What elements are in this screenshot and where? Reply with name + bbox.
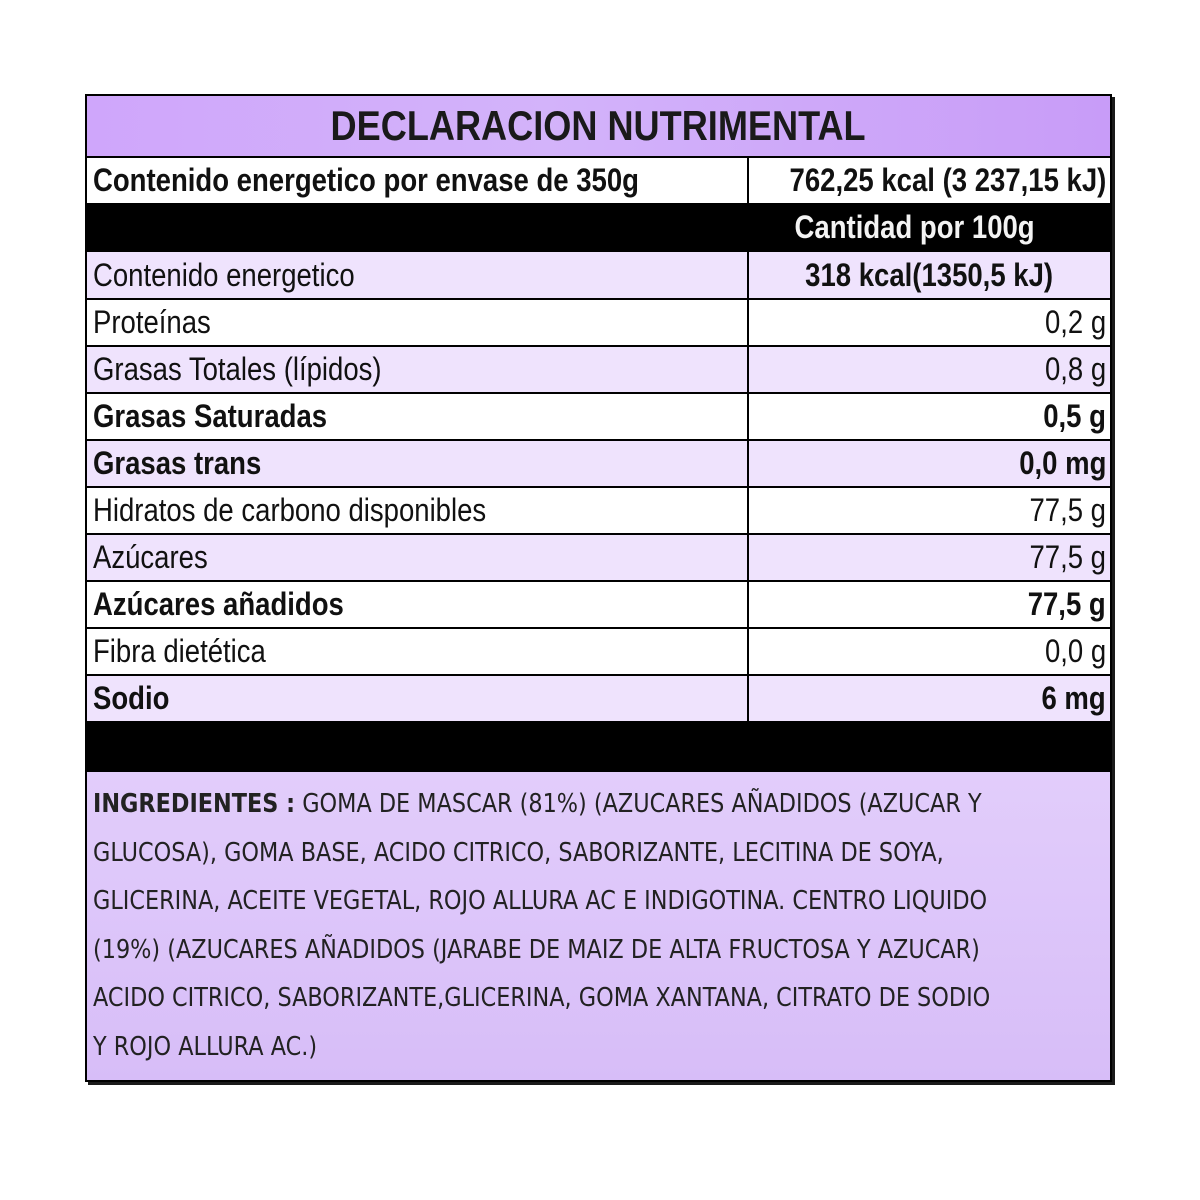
nutrient-label-sodium: Sodio (87, 676, 749, 721)
nutrient-value-energy: 318 kcal(1350,5 kJ) (805, 256, 1054, 293)
nutrient-label-carbohydrates: Hidratos de carbono disponibles (87, 488, 749, 533)
nutrient-label-proteins: Proteínas (87, 300, 749, 345)
ingredients-block (87, 772, 1110, 1080)
ingredients-line: Y ROJO ALLURA AC.) (93, 1031, 318, 1062)
nutrient-row (87, 629, 1110, 676)
nutrient-row (87, 582, 1110, 629)
energy-per-package-row (87, 158, 1110, 205)
header-spacer (87, 205, 749, 250)
per-100g-header: Cantidad por 100g (794, 209, 1035, 245)
nutrient-label-total-fat: Grasas Totales (lípidos) (87, 347, 749, 392)
ingredients-line: GLUCOSA), GOMA BASE, ACIDO CITRICO, SABORIZANTE, LECITINA DE SOYA, (93, 837, 944, 868)
nutrient-value-carbohydrates: 77,5 g (1029, 492, 1106, 528)
ingredients-line: ACIDO CITRICO, SABORIZANTE,GLICERINA, GOMA XANTANA, CITRATO DE SODIO (93, 983, 991, 1013)
nutrient-value-fiber: 0,0 g (1044, 633, 1106, 669)
nutrient-label-fiber: Fibra dietética (87, 629, 749, 674)
separator-bar (87, 723, 1110, 772)
nutrient-row (87, 441, 1110, 488)
per-100g-header-row (87, 205, 1110, 252)
nutrient-row (87, 300, 1110, 347)
nutrient-row (87, 535, 1110, 582)
nutrient-value-saturated-fat: 0,5 g (1043, 398, 1106, 434)
nutrient-label-trans-fat: Grasas trans (87, 441, 749, 486)
nutrient-label-added-sugars: Azúcares añadidos (87, 582, 749, 627)
ingredients-text: GOMA DE MASCAR (81%) (AZUCARES AÑADIDOS (AZUCAR Y (295, 789, 982, 819)
ingredients-line (93, 780, 982, 829)
nutrient-row (87, 676, 1110, 723)
nutrient-value-sugars: 77,5 g (1029, 539, 1106, 575)
nutrient-value-trans-fat: 0,0 mg (1018, 445, 1106, 481)
nutrition-label (85, 94, 1112, 1082)
energy-per-package-label: Contenido energetico por envase de 350g (87, 158, 749, 203)
nutrient-row (87, 347, 1110, 394)
energy-per-package-value: 762,25 kcal (3 237,15 kJ) (789, 162, 1106, 198)
nutrient-row (87, 488, 1110, 535)
nutrient-value-sodium: 6 mg (1041, 680, 1106, 716)
ingredients-line: (19%) (AZUCARES AÑADIDOS (JARABE DE MAIZ DE ALTA FRUCTOSA Y AZUCAR) (93, 934, 980, 965)
nutrient-label-sugars: Azúcares (87, 535, 749, 580)
label-title: DECLARACION NUTRIMENTAL (87, 96, 1110, 158)
nutrient-value-proteins: 0,2 g (1044, 304, 1106, 340)
nutrient-row (87, 394, 1110, 441)
nutrient-value-total-fat: 0,8 g (1044, 351, 1106, 387)
nutrient-value-added-sugars: 77,5 g (1027, 586, 1106, 622)
nutrient-row (87, 252, 1110, 300)
ingredients-heading: INGREDIENTES : (93, 789, 296, 819)
ingredients-line: GLICERINA, ACEITE VEGETAL, ROJO ALLURA AC E INDIGOTINA. CENTRO LIQUIDO (93, 886, 988, 916)
nutrient-label-energy: Contenido energetico (87, 252, 749, 298)
nutrient-label-saturated-fat: Grasas Saturadas (87, 394, 749, 439)
